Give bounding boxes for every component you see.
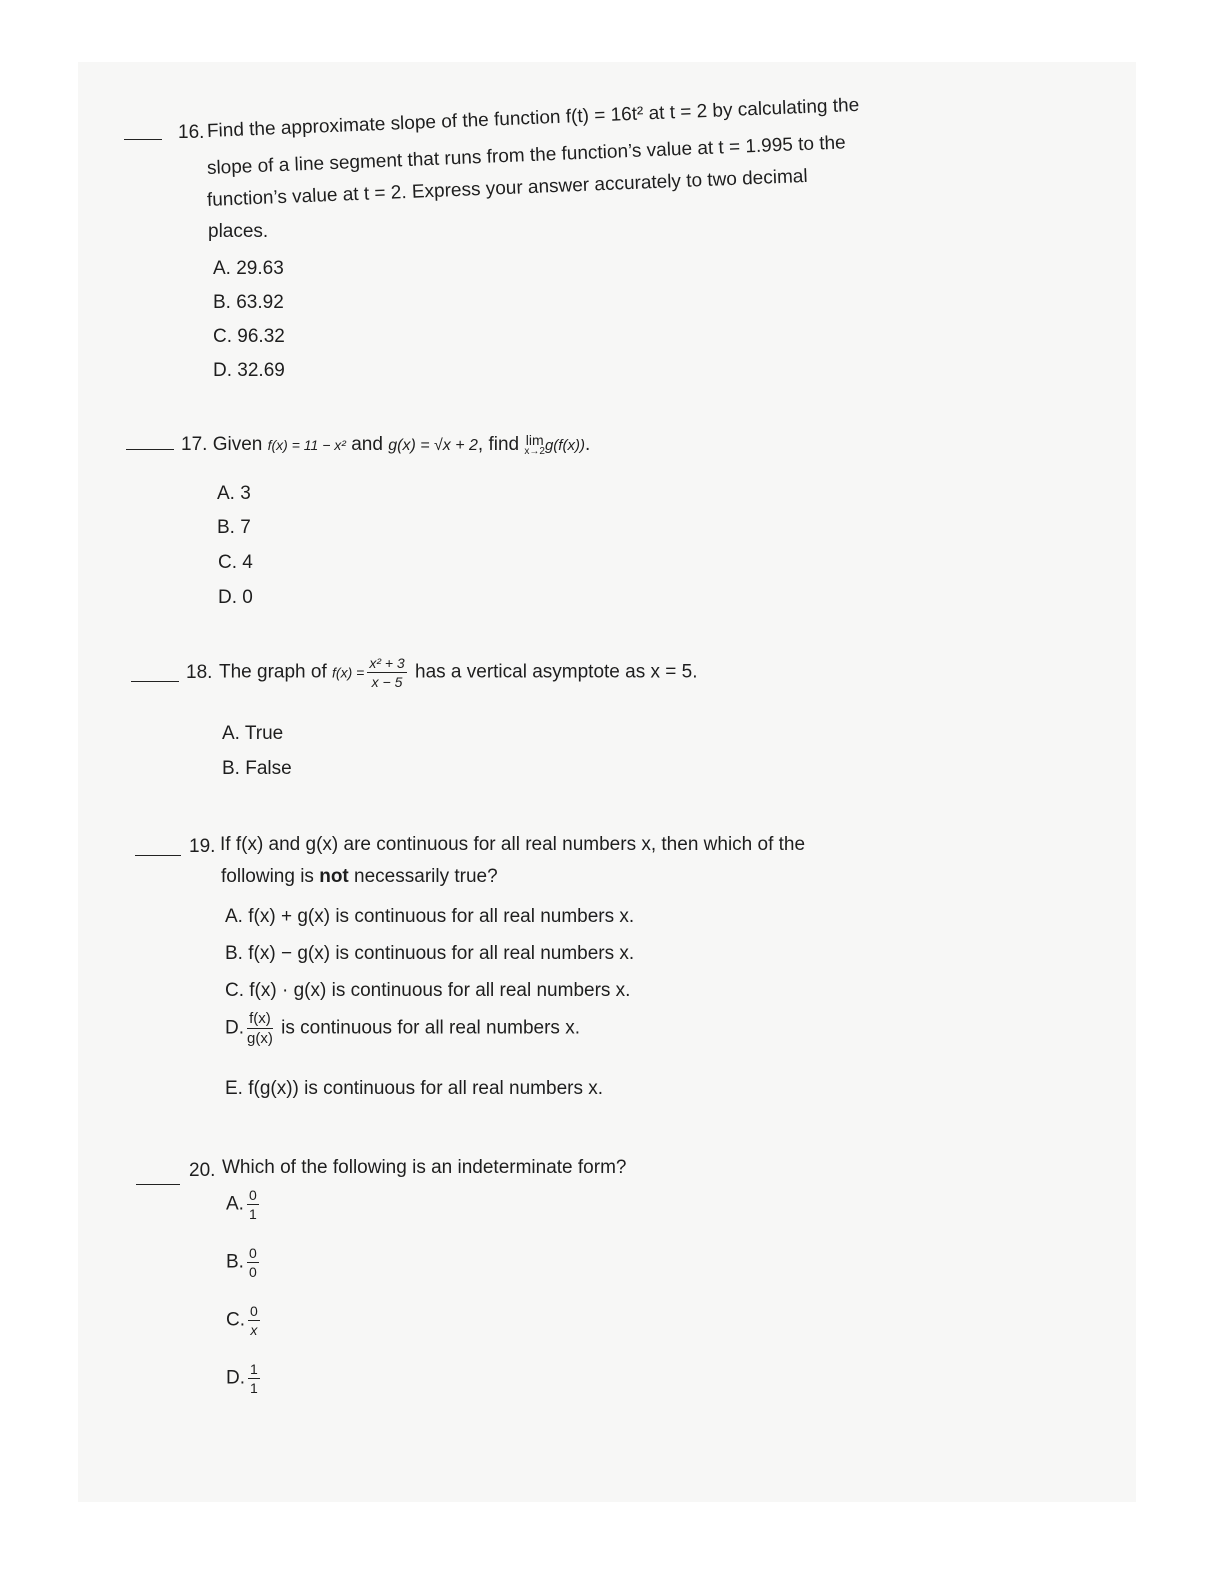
option-letter: C.	[226, 1309, 245, 1331]
limit-expression	[524, 433, 545, 457]
rational-function	[367, 656, 406, 689]
option-letter: A.	[226, 1193, 244, 1215]
fraction-numerator: 1	[250, 1361, 258, 1377]
option-letter: D.	[225, 1017, 244, 1039]
line-text: necessarily true?	[354, 866, 498, 887]
question-number: 19.	[189, 836, 216, 857]
option-text: is continuous for all real numbers x.	[281, 1017, 580, 1039]
question-prefix: Given	[212, 434, 263, 455]
option-a[interactable]: A. 29.63	[213, 258, 284, 279]
option-d[interactable]	[226, 1362, 263, 1395]
fraction-denominator: g(x)	[247, 1030, 273, 1047]
fraction-denominator: x	[250, 1322, 258, 1338]
option-e[interactable]: E. f(g(x)) is continuous for all real numbers x.	[225, 1078, 604, 1099]
question-text-line-2	[221, 865, 498, 889]
g-definition: g(x) = √x + 2	[388, 437, 478, 454]
answer-blank-16[interactable]	[124, 139, 162, 140]
option-letter: D.	[226, 1367, 245, 1389]
option-c[interactable]: C. 96.32	[213, 326, 285, 347]
option-d[interactable]: D. 32.69	[213, 360, 285, 381]
option-d[interactable]: D. 0	[218, 587, 253, 608]
answer-blank-19[interactable]	[135, 855, 181, 856]
option-c[interactable]: C. 4	[218, 552, 253, 573]
question-text: Which of the following is an indeterminate form?	[222, 1157, 627, 1178]
option-a[interactable]: A. f(x) + g(x) is continuous for all real numbers x.	[225, 906, 635, 927]
lim-word: lim	[525, 431, 544, 448]
option-letter: B.	[226, 1251, 244, 1273]
fraction-denominator: 1	[248, 1206, 257, 1222]
fraction-numerator: f(x)	[247, 1011, 273, 1029]
option-d[interactable]	[225, 1011, 580, 1046]
fraction-numerator: 0	[248, 1187, 257, 1203]
question-number: 18.	[186, 662, 213, 683]
question-18-text	[219, 656, 698, 689]
fraction	[247, 1246, 259, 1279]
question-suffix: has a vertical asymptote as x = 5.	[415, 661, 698, 683]
line-text: following is	[221, 866, 314, 887]
option-c[interactable]: C. f(x) · g(x) is continuous for all real numbers x.	[225, 980, 631, 1001]
and-word: and	[351, 434, 383, 455]
fraction-numerator: 0	[250, 1303, 258, 1319]
option-true[interactable]: A. True	[222, 723, 284, 744]
option-c[interactable]	[226, 1304, 263, 1337]
question-prefix: The graph of	[219, 661, 327, 683]
fraction-numerator: x² + 3	[369, 655, 405, 671]
answer-blank-18[interactable]	[131, 681, 179, 682]
question-number: 20.	[189, 1160, 216, 1181]
question-text-line: places.	[208, 221, 269, 242]
fraction-denominator: 0	[248, 1264, 257, 1280]
option-a[interactable]: A. 3	[217, 483, 251, 504]
f-label: f(x) =	[332, 664, 365, 681]
option-b[interactable]	[226, 1246, 262, 1279]
fraction	[247, 1011, 273, 1046]
question-text-line: Find the approximate slope of the function f(t) = 16t² at t = 2 by calculating the	[206, 94, 860, 142]
emphasis-not: not	[319, 866, 349, 887]
question-text-line: function’s value at t = 2. Express your answer accurately to two decimal	[206, 165, 809, 211]
f-definition: f(x) = 11 − x²	[267, 437, 346, 453]
period: .	[584, 434, 591, 455]
option-a[interactable]	[226, 1188, 262, 1221]
fraction	[248, 1362, 260, 1395]
fraction	[248, 1304, 260, 1337]
lim-subscript: x→2	[524, 445, 545, 457]
question-17-text	[181, 428, 590, 463]
fraction-denominator: x − 5	[371, 674, 403, 690]
fraction-denominator: 1	[250, 1380, 258, 1396]
answer-blank-20[interactable]	[136, 1184, 180, 1185]
question-text-line: slope of a line segment that runs from the function’s value at t = 1.995 to the	[206, 132, 847, 179]
find-word: , find	[477, 434, 520, 455]
option-false[interactable]: B. False	[222, 758, 292, 779]
fraction-numerator: 0	[248, 1245, 257, 1261]
option-b[interactable]: B. 63.92	[213, 292, 284, 313]
question-text-line: If f(x) and g(x) are continuous for all real numbers x, then which of the	[220, 834, 806, 855]
option-b[interactable]: B. f(x) − g(x) is continuous for all real numbers x.	[225, 943, 635, 964]
limit-function: g(f(x))	[544, 437, 585, 454]
answer-blank-17[interactable]	[126, 449, 174, 450]
fraction	[247, 1188, 259, 1221]
option-b[interactable]: B. 7	[217, 517, 251, 538]
question-number: 17.	[181, 434, 208, 455]
question-number: 16.	[178, 122, 205, 143]
